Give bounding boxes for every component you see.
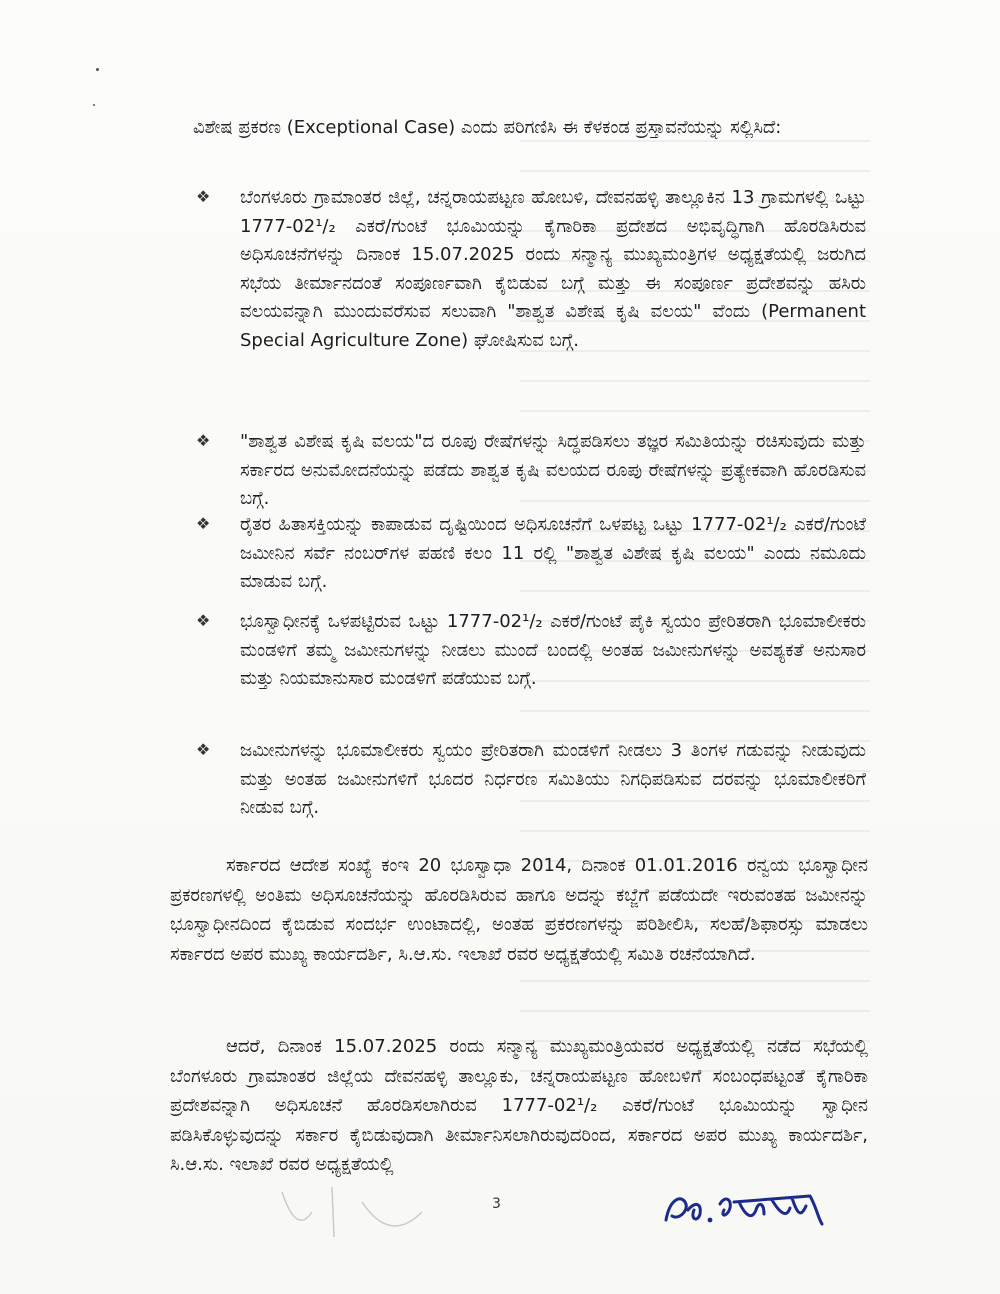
bullet-item (196, 737, 866, 823)
faint-mark (272, 1182, 432, 1242)
bullet-diamond-icon: ❖ (196, 611, 211, 630)
bullet-diamond-icon: ❖ (196, 187, 211, 206)
scan-speck (96, 68, 99, 71)
bullet-diamond-icon: ❖ (196, 514, 211, 533)
bullet-text: ಜಮೀನುಗಳನ್ನು ಭೂಮಾಲೀಕರು ಸ್ವಯಂ ಪ್ರೇರಿತರಾಗಿ ಮಂಡಳಿಗೆ ನೀಡಲು 3 ತಿಂಗಳ ಗಡುವನ್ನು ನೀಡುವುದು ಮತ್ತು ಅಂತಹ ಜಮೀನುಗಳಿಗೆ ಭೂದರ ನಿರ್ಧರಣ ಸಮಿತಿಯು ನಿಗಧಿಪಡಿಸುವ ದರವನ್ನು ಭೂಮಾಲೀಕರಿಗೆ ನೀಡುವ ಬಗ್ಗೆ. (240, 740, 866, 818)
bullet-text: ಬೆಂಗಳೂರು ಗ್ರಾಮಾಂತರ ಜಿಲ್ಲೆ, ಚನ್ನರಾಯಪಟ್ಟಣ ಹೋಬಳಿ, ದೇವನಹಳ್ಳಿ ತಾಲ್ಲೂಕಿನ 13 ಗ್ರಾಮಗಳಲ್ಲಿ ಒಟ್ಟು 1777-02¹/₂ ಎಕರೆ/ಗುಂಟೆ ಭೂಮಿಯನ್ನು ಕೈಗಾರಿಕಾ ಪ್ರದೇಶದ ಅಭಿವೃದ್ಧಿಗಾಗಿ ಹೊರಡಿಸಿರುವ ಅಧಿಸೂಚನೆಗಳನ್ನು ದಿನಾಂಕ 15.07.2025 ರಂದು ಸನ್ಮಾನ್ಯ ಮುಖ್ಯಮಂತ್ರಿಗಳ ಅಧ್ಯಕ್ಷತೆಯಲ್ಲಿ ಜರುಗಿದ ಸಭೆಯ ತೀರ್ಮಾನದಂತೆ ಸಂಪೂರ್ಣವಾಗಿ ಕೈಬಿಡುವ ಬಗ್ಗೆ ಮತ್ತು ಈ ಸಂಪೂರ್ಣ ಪ್ರದೇಶವನ್ನು ಹಸಿರು ವಲಯವನ್ನಾಗಿ ಮುಂದುವರೆಸುವ ಸಲುವಾಗಿ "ಶಾಶ್ವತ ವಿಶೇಷ ಕೃಷಿ ವಲಯ" ವೆಂದು (Permanent Special Agriculture Zone) ಘೋಷಿಸುವ ಬಗ್ಗೆ. (240, 187, 866, 351)
bullet-text: ರೈತರ ಹಿತಾಸಕ್ತಿಯನ್ನು ಕಾಪಾಡುವ ದೃಷ್ಟಿಯಿಂದ ಅಧಿಸೂಚನೆಗೆ ಒಳಪಟ್ಟ ಒಟ್ಟು 1777-02¹/₂ ಎಕರೆ/ಗುಂಟೆ ಜಮೀನಿನ ಸರ್ವೆ ನಂಬರ್‌ಗಳ ಪಹಣಿ ಕಲಂ 11 ರಲ್ಲಿ "ಶಾಶ್ವತ ವಿಶೇಷ ಕೃಷಿ ವಲಯ" ಎಂದು ನಮೂದು ಮಾಡುವ ಬಗ್ಗೆ. (240, 514, 866, 592)
bullet-diamond-icon: ❖ (196, 431, 211, 450)
bullet-text: "ಶಾಶ್ವತ ವಿಶೇಷ ಕೃಷಿ ವಲಯ"ದ ರೂಪು ರೇಷೆಗಳನ್ನು ಸಿದ್ಧಪಡಿಸಲು ತಜ್ಞರ ಸಮಿತಿಯನ್ನು ರಚಿಸುವುದು ಮತ್ತು ಸರ್ಕಾರದ ಅನುಮೋದನೆಯನ್ನು ಪಡೆದು ಶಾಶ್ವತ ಕೃಷಿ ವಲಯದ ರೂಪು ರೇಷೆಗಳನ್ನು ಪ್ರತ್ಯೇಕವಾಗಿ ಹೊರಡಿಸುವ ಬಗ್ಗೆ. (240, 431, 866, 509)
bullet-item (196, 608, 866, 694)
bullet-item (196, 184, 866, 355)
bullet-item (196, 428, 866, 514)
page-number: 3 (492, 1196, 501, 1212)
bullet-text: ಭೂಸ್ವಾಧೀನಕ್ಕೆ ಒಳಪಟ್ಟಿರುವ ಒಟ್ಟು 1777-02¹/₂ ಎಕರೆ/ಗುಂಟೆ ಪೈಕಿ ಸ್ವಯಂ ಪ್ರೇರಿತರಾಗಿ ಭೂಮಾಲೀಕರು ಮಂಡಳಿಗೆ ತಮ್ಮ ಜಮೀನುಗಳನ್ನು ನೀಡಲು ಮುಂದೆ ಬಂದಲ್ಲಿ ಅಂತಹ ಜಮೀನುಗಳನ್ನು ಅವಶ್ಯಕತೆ ಅನುಸಾರ ಮತ್ತು ನಿಯಮಾನುಸಾರ ಮಂಡಳಿಗೆ ಪಡೆಯುವ ಬಗ್ಗೆ. (240, 611, 866, 689)
body-paragraph: ಸರ್ಕಾರದ ಆದೇಶ ಸಂಖ್ಯೆ ಕಂಇ 20 ಭೂಸ್ವಾಧಾ 2014, ದಿನಾಂಕ 01.01.2016 ರನ್ವಯ ಭೂಸ್ವಾಧೀನ ಪ್ರಕರಣಗಳಲ್ಲಿ ಅಂತಿಮ ಅಧಿಸೂಚನೆಯನ್ನು ಹೊರಡಿಸಿರುವ ಹಾಗೂ ಅದನ್ನು ಕಬ್ಜೆಗೆ ಪಡೆಯದೇ ಇರುವಂತಹ ಜಮೀನನ್ನು ಭೂಸ್ವಾಧೀನದಿಂದ ಕೈಬಿಡುವ ಸಂದರ್ಭ ಉಂಟಾದಲ್ಲಿ, ಅಂತಹ ಪ್ರಕರಣಗಳನ್ನು ಪರಿಶೀಲಿಸಿ, ಸಲಹೆ/ಶಿಫಾರಸ್ಸು ಮಾಡಲು ಸರ್ಕಾರದ ಅಪರ ಮುಖ್ಯ ಕಾರ್ಯದರ್ಶಿ, ಸಿ.ಆ.ಸು. ಇಲಾಖೆ ರವರ ಅಧ್ಯಕ್ಷತೆಯಲ್ಲಿ ಸಮಿತಿ ರಚನೆಯಾಗಿದೆ. (170, 855, 868, 965)
intro-paragraph: ವಿಶೇಷ ಪ್ರಕರಣ (Exceptional Case) ಎಂದು ಪರಿಗಣಿಸಿ ಈ ಕೆಳಕಂಡ ಪ್ರಸ್ತಾವನೆಯನ್ನು ಸಲ್ಲಿಸಿದೆ: (193, 117, 782, 138)
signature (660, 1180, 840, 1236)
bullet-item (196, 511, 866, 597)
scan-speck (93, 104, 95, 106)
body-paragraph: ಆದರೆ, ದಿನಾಂಕ 15.07.2025 ರಂದು ಸನ್ಮಾನ್ಯ ಮುಖ್ಯಮಂತ್ರಿಯವರ ಅಧ್ಯಕ್ಷತೆಯಲ್ಲಿ ನಡೆದ ಸಭೆಯಲ್ಲಿ ಬೆಂಗಳೂರು ಗ್ರಾಮಾಂತರ ಜಿಲ್ಲೆಯ ದೇವನಹಳ್ಳಿ ತಾಲ್ಲೂಕು, ಚನ್ನರಾಯಪಟ್ಟಣ ಹೋಬಳಿಗೆ ಸಂಬಂಧಪಟ್ಟಂತೆ ಕೈಗಾರಿಕಾ ಪ್ರದೇಶವನ್ನಾಗಿ ಅಧಿಸೂಚನೆ ಹೊರಡಿಸಲಾಗಿರುವ 1777-02¹/₂ ಎಕರೆ/ಗುಂಟೆ ಭೂಮಿಯನ್ನು ಸ್ವಾಧೀನ ಪಡಿಸಿಕೊಳ್ಳುವುದನ್ನು ಸರ್ಕಾರ ಕೈಬಿಡುವುದಾಗಿ ತೀರ್ಮಾನಿಸಲಾಗಿರುವುದರಿಂದ, ಸರ್ಕಾರದ ಅಪರ ಮುಖ್ಯ ಕಾರ್ಯದರ್ಶಿ, ಸಿ.ಆ.ಸು. ಇಲಾಖೆ ರವರ ಅಧ್ಯಕ್ಷತೆಯಲ್ಲಿ (170, 1036, 868, 1175)
bullet-diamond-icon: ❖ (196, 740, 211, 759)
